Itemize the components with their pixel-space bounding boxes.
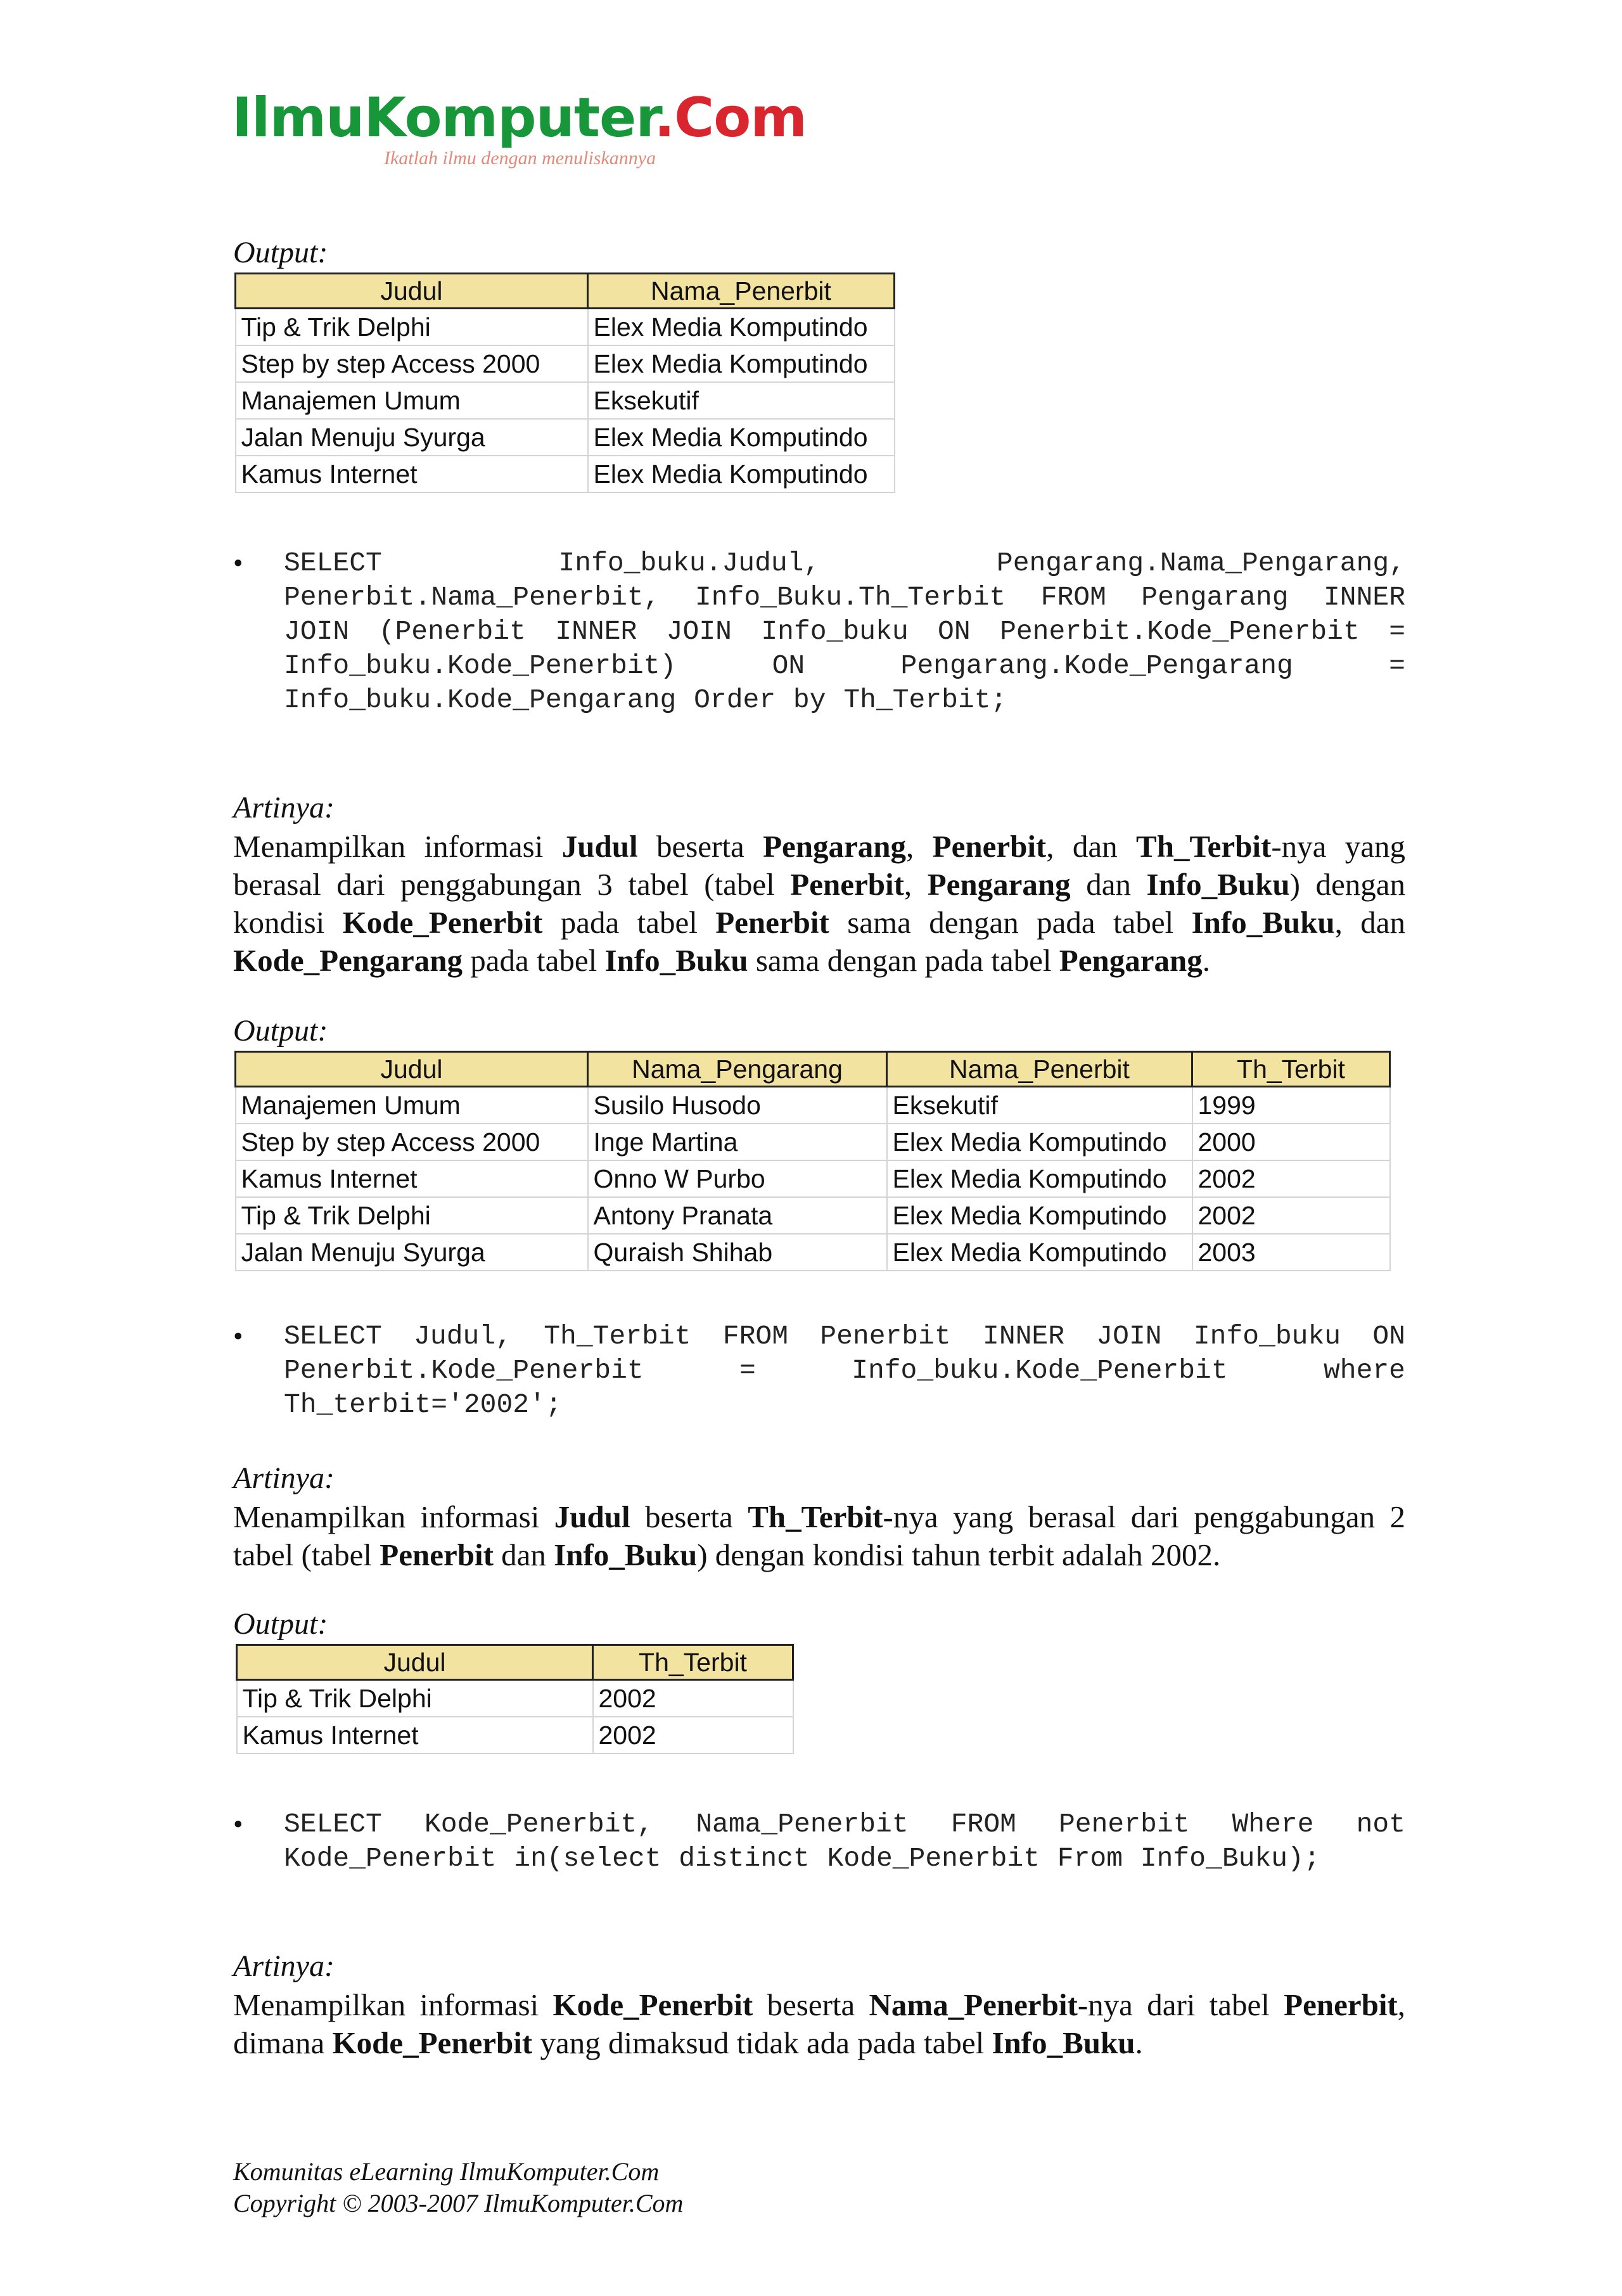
table-row <box>237 1680 793 1717</box>
table-cell: Tip & Trik Delphi <box>236 309 588 346</box>
table-cell: 2002 <box>593 1717 793 1754</box>
table-row <box>236 382 895 419</box>
table-cell: Elex Media Komputindo <box>887 1124 1192 1160</box>
table-cell: Step by step Access 2000 <box>236 345 588 382</box>
bold-term: Penerbit <box>932 829 1047 864</box>
bold-term: Penerbit <box>790 867 904 902</box>
artinya-label-3: Artinya: <box>233 1949 335 1983</box>
bold-term: Kode_Pengarang <box>233 943 463 978</box>
bold-term: Pengarang <box>1059 943 1203 978</box>
table-cell: Elex Media Komputindo <box>887 1160 1192 1197</box>
column-header: Judul <box>236 1052 588 1087</box>
table-cell: Antony Pranata <box>588 1197 887 1234</box>
bullet-3: • <box>233 1809 243 1840</box>
table-row <box>236 419 895 456</box>
table-cell: Manajemen Umum <box>236 382 588 419</box>
output-label-2: Output: <box>233 1014 328 1048</box>
logo-text-main: IlmuKomputer <box>232 86 655 150</box>
table-row <box>236 456 895 492</box>
table-cell: Tip & Trik Delphi <box>237 1680 593 1717</box>
table-row <box>236 1124 1390 1160</box>
table-cell: 2003 <box>1192 1234 1390 1271</box>
column-header: Th_Terbit <box>593 1645 793 1680</box>
table-cell: Kamus Internet <box>236 1160 588 1197</box>
output-table-1 <box>234 273 895 493</box>
bullet-2: • <box>233 1321 243 1352</box>
table-cell: Eksekutif <box>887 1087 1192 1124</box>
bold-term: Th_Terbit <box>1136 829 1272 864</box>
table-cell: 2002 <box>593 1680 793 1717</box>
table-row <box>236 1160 1390 1197</box>
table-cell: Onno W Purbo <box>588 1160 887 1197</box>
bold-term: Nama_Penerbit <box>869 1987 1078 2022</box>
output-table-3 <box>236 1644 794 1754</box>
bold-term: Info_Buku <box>1191 905 1335 940</box>
footer-copyright: Copyright © 2003-2007 IlmuKomputer.Com <box>233 2189 684 2217</box>
table-row <box>236 309 895 346</box>
column-header: Judul <box>237 1645 593 1680</box>
artinya-label-1: Artinya: <box>233 791 335 824</box>
bold-term: Kode_Penerbit <box>332 2025 533 2060</box>
bold-term: Info_Buku <box>604 943 748 978</box>
table-cell: Elex Media Komputindo <box>887 1197 1192 1234</box>
output-label-3: Output: <box>233 1607 328 1641</box>
site-logo <box>232 86 807 150</box>
table-cell: 2000 <box>1192 1124 1390 1160</box>
logo-tagline: Ikatlah ilmu dengan menuliskannya <box>384 148 656 169</box>
table-cell: Eksekutif <box>588 382 895 419</box>
table-row <box>236 1087 1390 1124</box>
table-cell: Elex Media Komputindo <box>588 309 895 346</box>
table-cell: Jalan Menuju Syurga <box>236 1234 588 1271</box>
logo-text-com: .Com <box>654 86 807 150</box>
column-header: Nama_Pengarang <box>588 1052 887 1087</box>
table-row <box>236 345 895 382</box>
sql-query-3: SELECT Kode_Penerbit, Nama_Penerbit FROM Penerbit Where not Kode_Penerbit in(select distinct Kode_Penerbit From Info_Buku); <box>284 1809 1405 1874</box>
explanation-paragraph-1: Menampilkan informasi Judul beserta Pengarang, Penerbit, dan Th_Terbit-nya yang berasal dari penggabungan 3 tabel (tabel Penerbit, Pengarang dan Info_Buku) dengan kondisi Kode_Penerbit pada tabel Penerbit sama dengan pada tabel Info_Buku, dan Kode_Pengarang pada tabel Info_Buku sama dengan pada tabel Pengarang. <box>233 829 1406 978</box>
table-cell: Elex Media Komputindo <box>588 345 895 382</box>
bold-term: Kode_Penerbit <box>342 905 543 940</box>
table-cell: Inge Martina <box>588 1124 887 1160</box>
bold-term: Info_Buku <box>992 2025 1135 2060</box>
bold-term: Penerbit <box>715 905 829 940</box>
table-cell: Susilo Husodo <box>588 1087 887 1124</box>
bold-term: Penerbit <box>380 1537 494 1572</box>
output-table-2 <box>234 1051 1391 1271</box>
artinya-label-2: Artinya: <box>233 1461 335 1495</box>
table-cell: 2002 <box>1192 1197 1390 1234</box>
explanation-paragraph-3: Menampilkan informasi Kode_Penerbit beserta Nama_Penerbit-nya dari tabel Penerbit, dimana Kode_Penerbit yang dimaksud tidak ada pada tabel Info_Buku. <box>233 1987 1406 2060</box>
bold-term: Penerbit <box>1284 1987 1398 2022</box>
column-header: Judul <box>236 274 588 309</box>
table-cell: Elex Media Komputindo <box>887 1234 1192 1271</box>
sql-query-1: SELECT Info_buku.Judul, Pengarang.Nama_Pengarang, Penerbit.Nama_Penerbit, Info_Buku.Th_Terbit FROM Pengarang INNER JOIN (Penerbit INNER JOIN Info_buku ON Penerbit.Kode_Penerbit = Info_buku.Kode_Penerbit) ON Pengarang.Kode_Pengarang = Info_buku.Kode_Pengarang Order by Th_Terbit; <box>284 548 1405 715</box>
table-cell: Step by step Access 2000 <box>236 1124 588 1160</box>
table-cell: Quraish Shihab <box>588 1234 887 1271</box>
bold-term: Info_Buku <box>554 1537 698 1572</box>
footer-community: Komunitas eLearning IlmuKomputer.Com <box>233 2157 660 2186</box>
table-row <box>236 1197 1390 1234</box>
table-cell: 1999 <box>1192 1087 1390 1124</box>
table-row <box>236 1234 1390 1271</box>
column-header: Th_Terbit <box>1192 1052 1390 1087</box>
table-cell: Kamus Internet <box>236 456 588 492</box>
table-cell: Kamus Internet <box>237 1717 593 1754</box>
table-cell: Elex Media Komputindo <box>588 419 895 456</box>
output-label-1: Output: <box>233 236 328 269</box>
bold-term: Th_Terbit <box>748 1499 883 1534</box>
bold-term: Pengarang <box>927 867 1071 902</box>
bullet-1: • <box>233 548 243 579</box>
bold-term: Judul <box>554 1499 630 1534</box>
table-cell: 2002 <box>1192 1160 1390 1197</box>
explanation-paragraph-2: Menampilkan informasi Judul beserta Th_Terbit-nya yang berasal dari penggabungan 2 tabel (tabel Penerbit dan Info_Buku) dengan kondisi tahun terbit adalah 2002. <box>233 1499 1406 1572</box>
table-row <box>237 1717 793 1754</box>
table-cell: Manajemen Umum <box>236 1087 588 1124</box>
table-cell: Tip & Trik Delphi <box>236 1197 588 1234</box>
bold-term: Kode_Penerbit <box>552 1987 753 2022</box>
bold-term: Pengarang <box>763 829 907 864</box>
table-cell: Jalan Menuju Syurga <box>236 419 588 456</box>
table-cell: Elex Media Komputindo <box>588 456 895 492</box>
bold-term: Judul <box>561 829 638 864</box>
column-header: Nama_Penerbit <box>588 274 895 309</box>
sql-query-2: SELECT Judul, Th_Terbit FROM Penerbit INNER JOIN Info_buku ON Penerbit.Kode_Penerbit = Info_buku.Kode_Penerbit where Th_terbit='2002'; <box>284 1321 1405 1420</box>
bold-term: Info_Buku <box>1146 867 1290 902</box>
column-header: Nama_Penerbit <box>887 1052 1192 1087</box>
